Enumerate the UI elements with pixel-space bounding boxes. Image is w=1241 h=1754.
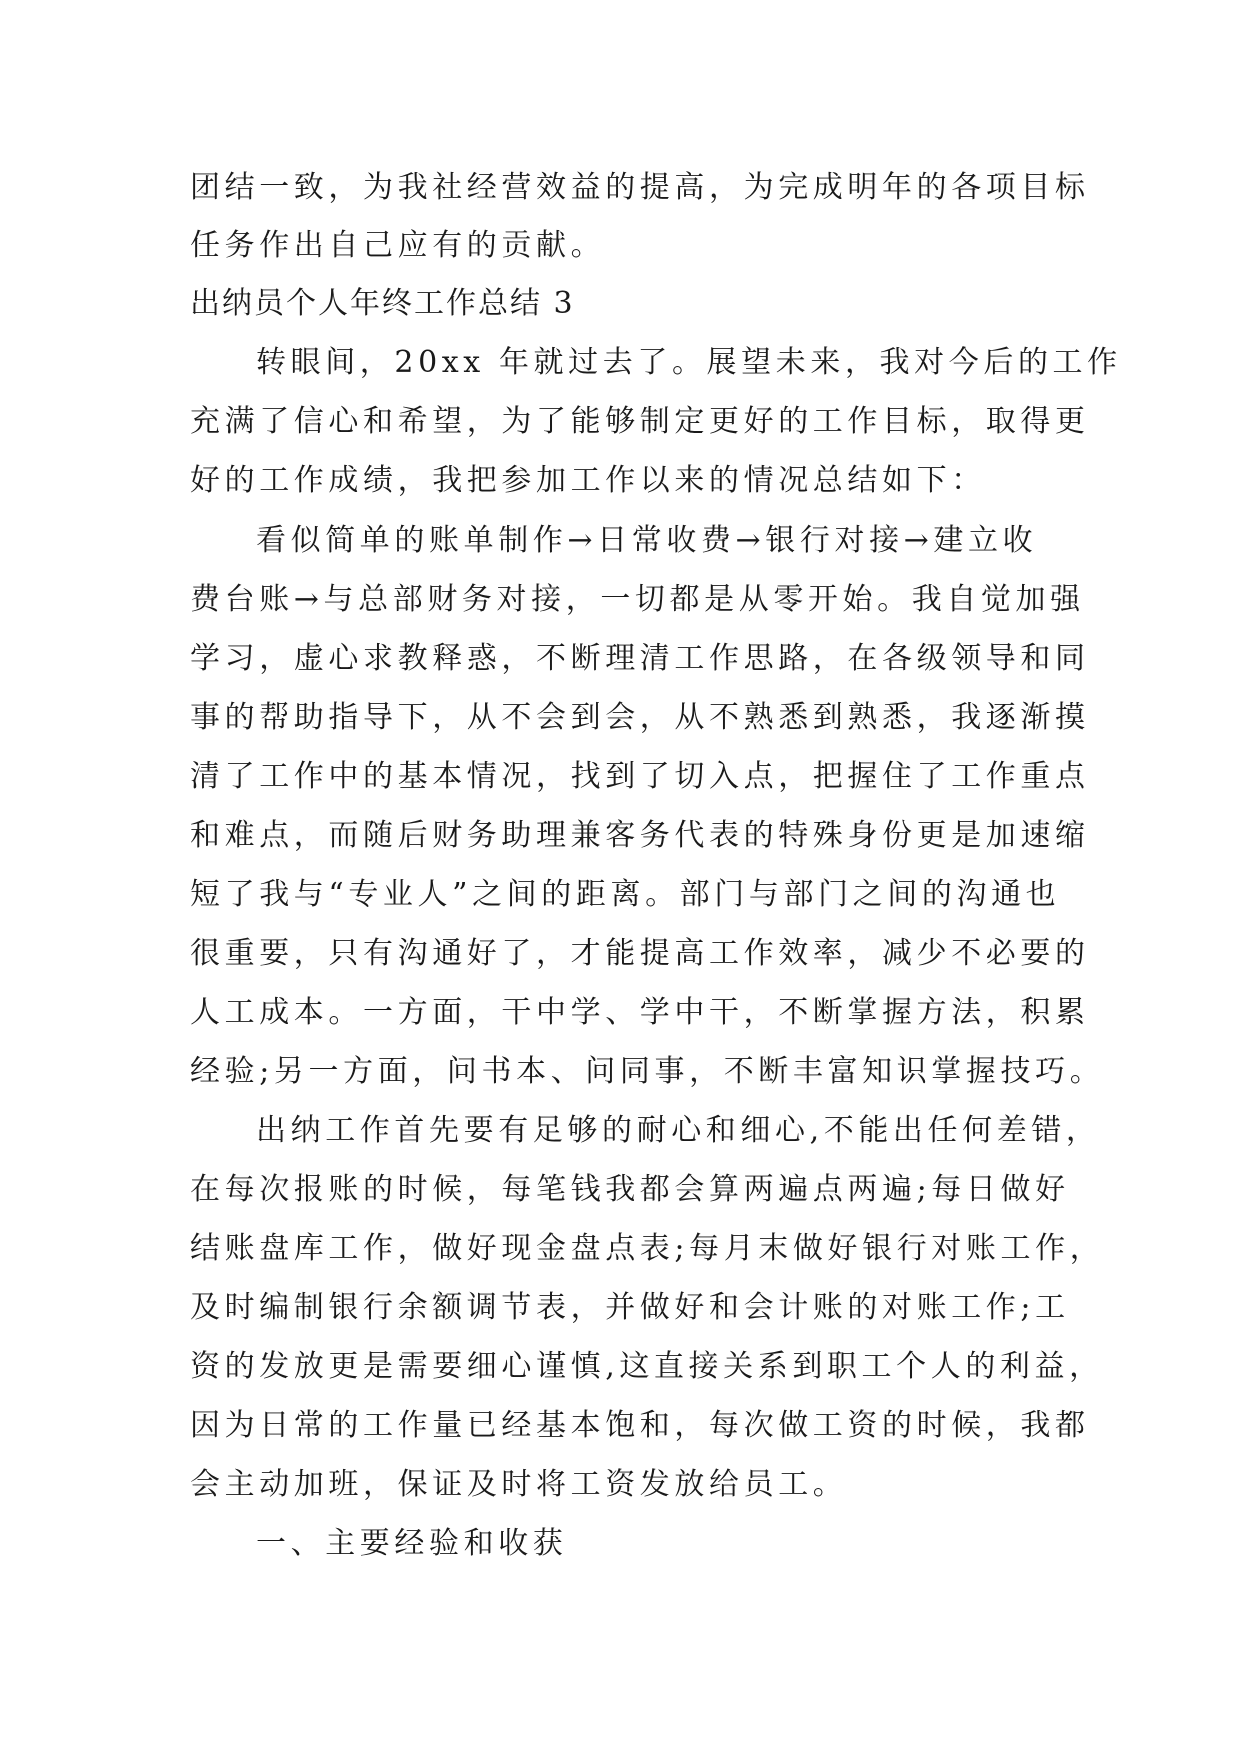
body-text-line: 看似简单的账单制作→日常收费→银行对接→建立收: [256, 523, 1038, 558]
body-text-line: 团结一致，为我社经营效益的提高，为完成明年的各项目标: [190, 170, 1090, 205]
body-text-line: 出纳工作首先要有足够的耐心和细心,不能出任何差错，: [256, 1113, 1101, 1148]
body-text-line: 清了工作中的基本情况，找到了切入点，把握住了工作重点: [190, 759, 1090, 794]
body-text-line: 因为日常的工作量已经基本饱和，每次做工资的时候，我都: [190, 1408, 1090, 1443]
body-text-line: 经验;另一方面，问书本、问同事，不断丰富知识掌握技巧。: [190, 1054, 1105, 1089]
body-text-line: 和难点，而随后财务助理兼客务代表的特殊身份更是加速缩: [190, 818, 1090, 853]
body-text-line: 很重要，只有沟通好了，才能提高工作效率，减少不必要的: [190, 936, 1090, 971]
body-text-line: 会主动加班，保证及时将工资发放给员工。: [190, 1467, 848, 1502]
body-text-line: 事的帮助指导下，从不会到会，从不熟悉到熟悉，我逐渐摸: [190, 700, 1090, 735]
body-text-line: 费台账→与总部财务对接，一切都是从零开始。我自觉加强: [190, 582, 1085, 617]
body-text-line: 人工成本。一方面，干中学、学中干，不断掌握方法，积累: [190, 995, 1090, 1030]
section-title: 出纳员个人年终工作总结 3: [190, 286, 575, 321]
body-text-line: 充满了信心和希望，为了能够制定更好的工作目标，取得更: [190, 404, 1090, 439]
body-text-line: 及时编制银行余额调节表，并做好和会计账的对账工作;工: [190, 1290, 1070, 1325]
body-text-line: 在每次报账的时候，每笔钱我都会算两遍点两遍;每日做好: [190, 1172, 1070, 1207]
subsection-heading: 一、主要经验和收获: [256, 1526, 568, 1561]
body-text-line: 转眼间，20xx 年就过去了。展望未来，我对今后的工作: [256, 345, 1122, 380]
body-text-line: 好的工作成绩，我把参加工作以来的情况总结如下：: [190, 463, 986, 498]
body-text-line: 结账盘库工作，做好现金盘点表;每月末做好银行对账工作，: [190, 1231, 1105, 1266]
body-text-line: 资的发放更是需要细心谨慎,这直接关系到职工个人的利益，: [190, 1349, 1104, 1384]
body-text-line: 学习，虚心求教释惑，不断理清工作思路，在各级领导和同: [190, 641, 1090, 676]
body-text-line: 任务作出自己应有的贡献。: [190, 228, 606, 263]
body-text-line: 短了我与“专业人”之间的距离。部门与部门之间的沟通也: [190, 877, 1061, 912]
